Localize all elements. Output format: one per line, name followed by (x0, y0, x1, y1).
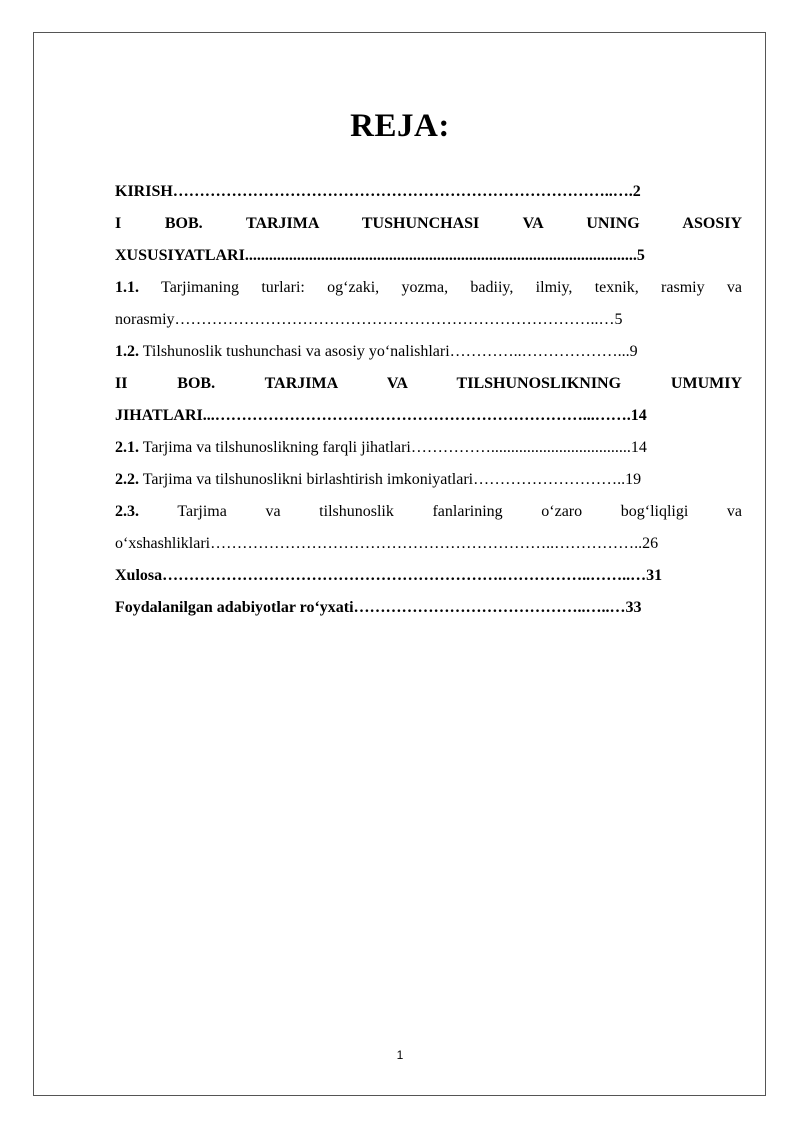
table-of-contents (115, 176, 742, 624)
toc-entry-kirish[interactable]: KIRISH………………………………………………………………………..….2 (115, 183, 641, 200)
toc-section-text: Tarjima va tilshunoslikni birlashtirish imkoniyatlari………………………..19 (142, 471, 642, 488)
page-number: 1 (396, 1048, 404, 1062)
toc-section-text: Tarjima va tilshunoslikning farqli jihatlari……………...................................14 (142, 439, 647, 456)
toc-entry-bob1-line1[interactable]: I BOB. TARJIMA TUSHUNCHASI VA UNING ASOSIY (115, 215, 742, 232)
toc-section-text: Tarjima va tilshunoslik fanlarining o‘zaro bog‘liqligi va (177, 503, 742, 520)
toc-section-number: 1.1. (115, 279, 139, 296)
toc-entry-2-2[interactable] (115, 464, 742, 496)
toc-entry-1-1-line1[interactable] (115, 272, 742, 304)
toc-entry-bob2-line2[interactable]: JIHATLARI...……………………………………………………………...…….14 (115, 407, 647, 424)
toc-entry-2-1[interactable] (115, 432, 742, 464)
toc-entry-bob1-line2[interactable]: XUSUSIYATLARI..................................................................................................5 (115, 247, 645, 264)
toc-entry-xulosa[interactable]: Xulosa……………………………………………………….……………..……..…31 (115, 567, 663, 584)
toc-entry-bob2-line1[interactable]: II BOB. TARJIMA VA TILSHUNOSLIKNING UMUMIY (115, 375, 742, 392)
toc-entry-1-1-line2[interactable]: norasmiy……………………………………………………………………..…5 (115, 311, 623, 328)
toc-entry-1-2[interactable] (115, 336, 742, 368)
toc-section-text: Tarjimaning turlari: og‘zaki, yozma, badiiy, ilmiy, texnik, rasmiy va (161, 279, 742, 296)
toc-section-number: 1.2. (115, 343, 139, 360)
toc-section-number: 2.3. (115, 503, 139, 520)
toc-section-text: Tilshunoslik tushunchasi va asosiy yo‘nalishlari…………..………………...9 (142, 343, 638, 360)
toc-section-number: 2.2. (115, 471, 139, 488)
toc-entry-2-3-line2[interactable]: o‘xshashliklari………………………………………………………..……………..26 (115, 535, 659, 552)
toc-entry-2-3-line1[interactable] (115, 496, 742, 528)
toc-section-number: 2.1. (115, 439, 139, 456)
page-title: REJA: (350, 108, 450, 144)
toc-entry-adabiyotlar[interactable]: Foydalanilgan adabiyotlar ro‘yxati……………………………………..…..…33 (115, 599, 642, 616)
